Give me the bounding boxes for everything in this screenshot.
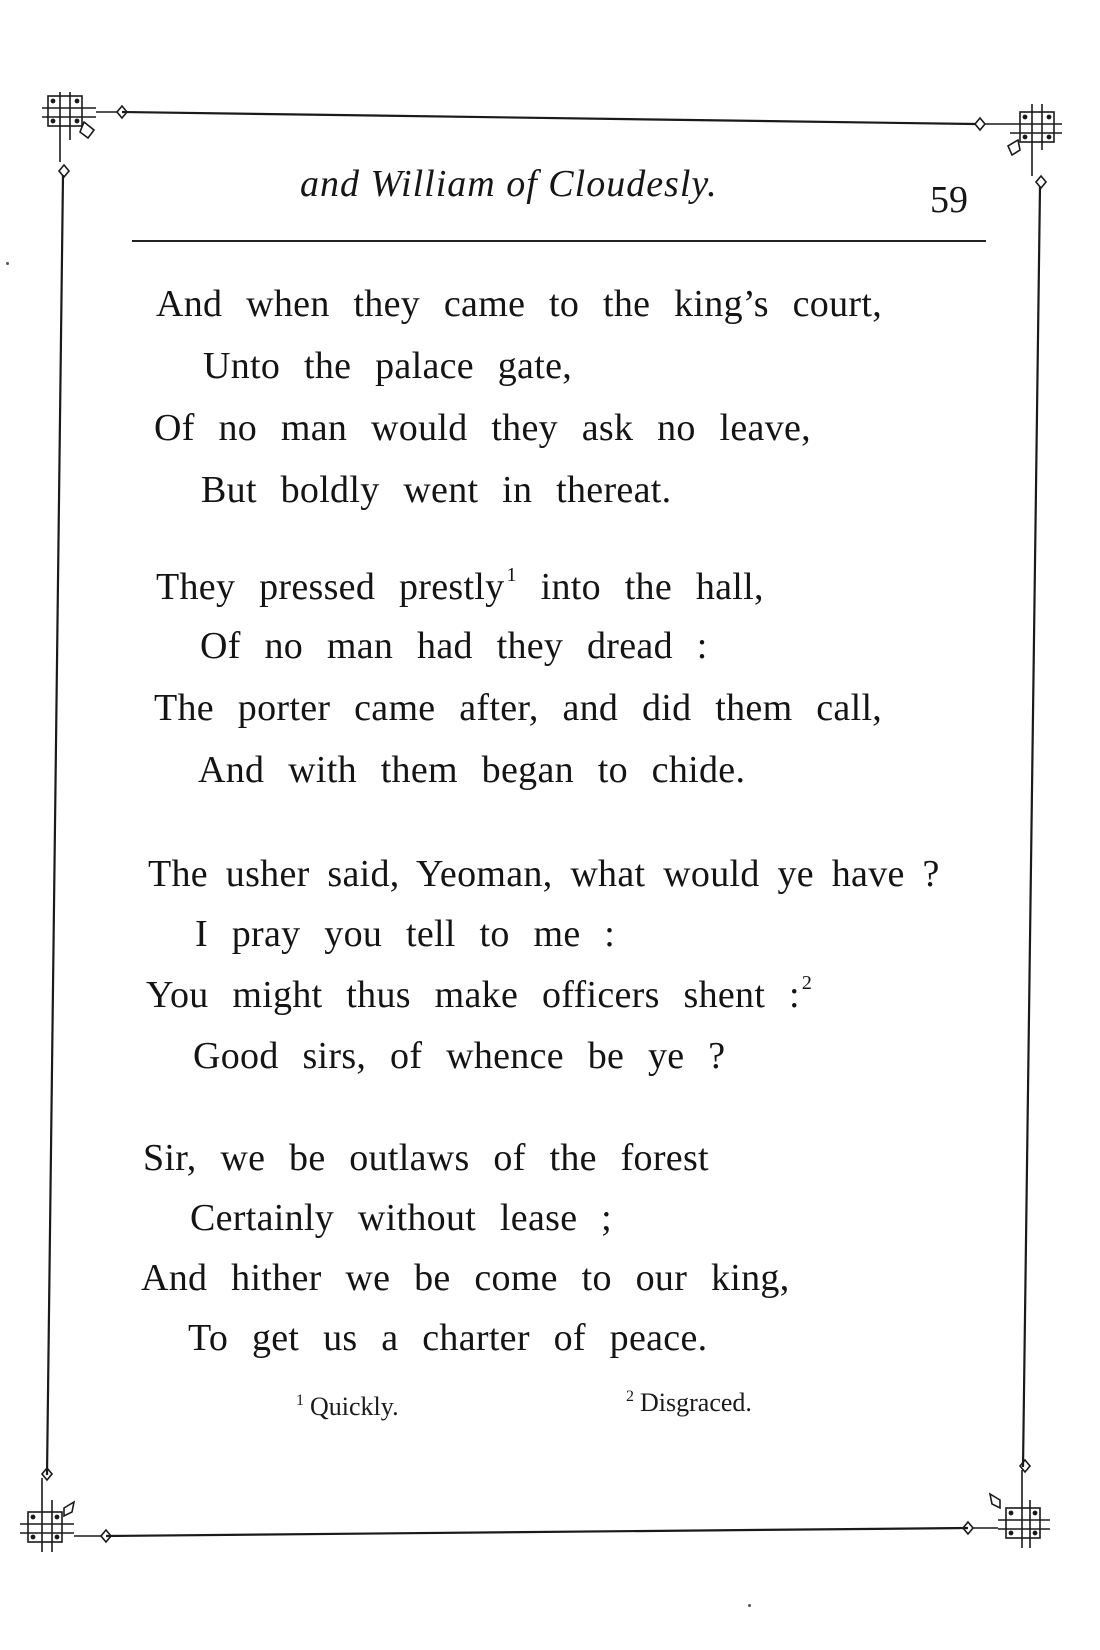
verse-line: They pressed prestly $^1$ into the hall, (156, 564, 764, 608)
verse-line: Of no man would they ask no leave, (154, 407, 811, 449)
verse-line: And with them began to chide. (198, 749, 746, 791)
verse-line: To get us a charter of peace. (188, 1317, 708, 1359)
verse-line: Of no man had they dread : (200, 625, 708, 667)
verse-line: Unto the palace gate, (203, 345, 573, 387)
footnote-ref-2: 2 (801, 972, 813, 994)
border-left-line (47, 175, 63, 1475)
footnote-2: $^2$ Disgraced. (626, 1388, 752, 1417)
border-right-line (1023, 187, 1040, 1467)
footnote-1: $^1$ Quickly. (296, 1392, 399, 1421)
border-top-line (122, 112, 975, 124)
verse-line: Good sirs, of whence be ye ? (193, 1035, 726, 1077)
verse-line: Sir, we be outlaws of the forest (143, 1137, 709, 1179)
verse-line: The usher said, Yeoman, what would ye have ? (148, 853, 940, 895)
page-number: 59 (930, 179, 968, 221)
verse-line: And when they came to the king’s court, (156, 283, 882, 325)
verse-line: And hither we be come to our king, (141, 1257, 790, 1299)
footnote-ref-1: 1 (506, 564, 517, 586)
paper-speck (748, 1604, 751, 1607)
corner-ornament-top-right-icon (975, 104, 1062, 188)
corner-ornament-bottom-left-icon (20, 1468, 111, 1552)
corner-ornament-top-left-icon (42, 92, 127, 177)
verse-line: I pray you tell to me : (195, 913, 616, 955)
verse-line: But boldly went in thereat. (201, 469, 672, 511)
running-header-title: and William of Cloudesly. (300, 163, 718, 205)
paper-speck (6, 262, 9, 265)
corner-ornament-bottom-right-icon (963, 1460, 1050, 1548)
header-rule (132, 240, 986, 242)
verse-line: The porter came after, and did them call, (154, 687, 883, 729)
verse-line: Certainly without lease ; (190, 1197, 613, 1239)
verse-line: You might thus make officers shent : $^2$ (146, 972, 813, 1016)
border-bottom-line (106, 1528, 968, 1536)
